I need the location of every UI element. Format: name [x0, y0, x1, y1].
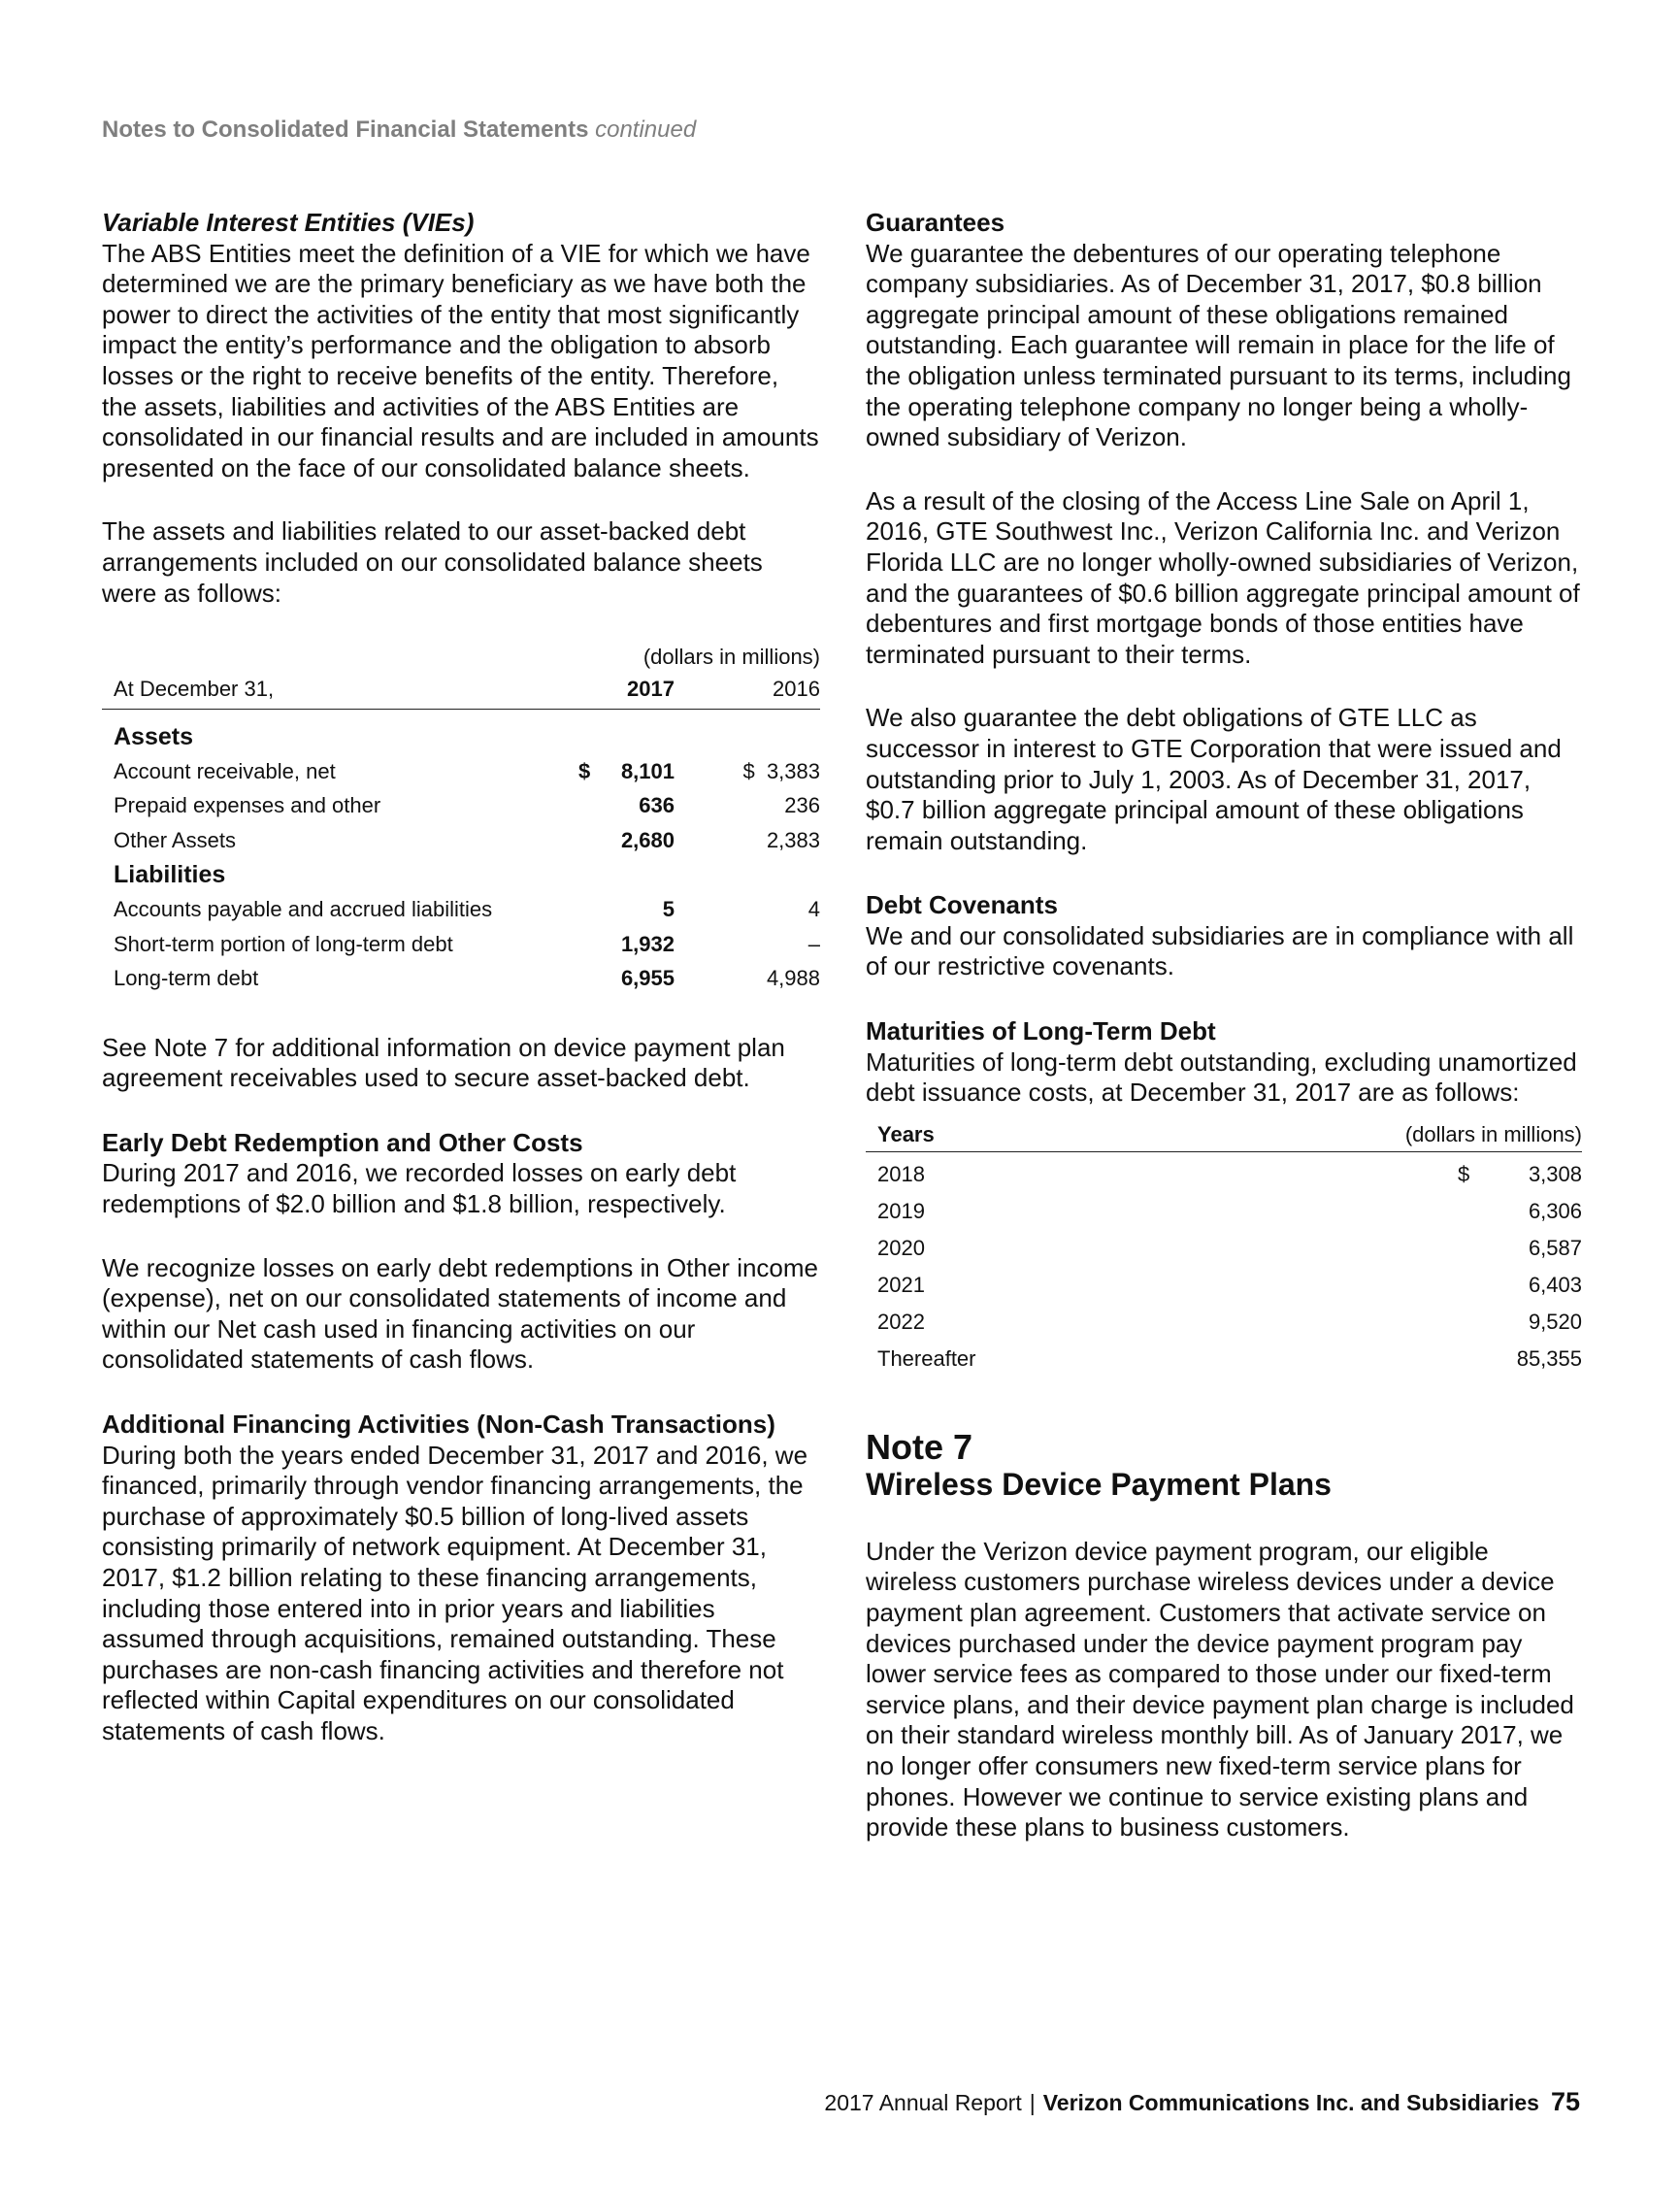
running-header [102, 116, 696, 144]
table-row [866, 1304, 1582, 1341]
row-value-2016: 236 [784, 793, 820, 818]
running-header-title: Notes to Consolidated Financial Statements [102, 116, 589, 143]
abs-header-2016: 2016 [773, 677, 820, 702]
covenants-section [866, 890, 1582, 982]
maturities-table-header [866, 1118, 1582, 1152]
guarantees-section [866, 208, 1582, 856]
footer-separator: | [1029, 2090, 1036, 2115]
table-row [866, 1156, 1582, 1193]
maturities-heading: Maturities of Long-Term Debt [866, 1016, 1216, 1046]
row-value: 6,403 [1528, 1272, 1582, 1297]
table-row [102, 961, 820, 996]
abs-table-header [102, 672, 820, 710]
row-value: 9,520 [1528, 1309, 1582, 1334]
covenants-heading: Debt Covenants [866, 890, 1058, 920]
row-value-2017 [563, 754, 675, 789]
guarantees-paragraph-2: As a result of the closing of the Access Line Sale on April 1, 2016, GTE Southwest Inc., Verizon California Inc. and Verizon Florida LLC are no longer wholly-owned subsidiaries of Verizon, and the guarantees of $0.6 billion aggregate principal amount of debentures and first mortgage bonds of those entities have terminated pursuant to their terms. [866, 485, 1580, 669]
row-year: 2021 [877, 1272, 925, 1297]
row-year: 2020 [877, 1235, 925, 1260]
row-value-2016: – [807, 931, 820, 956]
abs-table [102, 643, 820, 996]
abs-table-unit: (dollars in millions) [642, 645, 820, 670]
note7-title: Wireless Device Payment Plans [866, 1466, 1332, 1502]
row-year: 2018 [877, 1161, 925, 1186]
guarantees-heading: Guarantees [866, 208, 1005, 237]
early-redemption-paragraph-2: We recognize losses on early debt redemptions in Other income (expense), net on our consolidated statements of income and within our Net cash used in financing activities on our consolidated statements of cash flows. [102, 1252, 819, 1375]
row-label: Accounts payable and accrued liabilities [114, 897, 493, 922]
row-value: 6,306 [1528, 1198, 1582, 1223]
abs-header-2017: 2017 [627, 677, 675, 702]
row-value-2017: 636 [639, 793, 675, 818]
row-value-2017-number: 8,101 [620, 758, 675, 783]
maturities-section [866, 1016, 1582, 1109]
dollar-sign: $ [578, 758, 591, 783]
abs-header-label: At December 31, [114, 677, 275, 702]
row-value-2017: 1,932 [620, 931, 675, 956]
early-redemption-heading: Early Debt Redemption and Other Costs [102, 1127, 583, 1157]
guarantees-paragraph-3: We also guarantee the debt obligations of GTE LLC as successor in interest to GTE Corporation that were issued and outstanding prior to July 1, 2003. As of December 31, 2017, $0.7 billion aggregate principal amount of these obligations remain outstanding. [866, 703, 1562, 855]
note7-reference-paragraph: See Note 7 for additional information on device payment plan agreement receivables used to secure asset-backed debt. [102, 1032, 785, 1093]
page-footer [824, 2087, 1580, 2117]
row-label: Prepaid expenses and other [114, 793, 381, 818]
row-value-2016: 2,383 [766, 827, 820, 852]
row-value: 6,587 [1528, 1235, 1582, 1260]
row-year: 2019 [877, 1198, 925, 1223]
row-year: 2022 [877, 1309, 925, 1334]
row-label: Account receivable, net [114, 758, 336, 783]
maturities-header-years: Years [877, 1121, 935, 1146]
table-row [102, 892, 820, 927]
row-value-number: 3,308 [1528, 1161, 1582, 1186]
maturities-rows [866, 1156, 1582, 1377]
note7-reference-section [102, 1033, 820, 1094]
maturities-header-unit: (dollars in millions) [1404, 1121, 1582, 1146]
vie-paragraph-2: The assets and liabilities related to our asset-backed debt arrangements included on our consolidated balance sheets were as follows: [102, 516, 763, 608]
row-value-2016: 4 [807, 897, 820, 922]
page-number: 75 [1550, 2087, 1580, 2116]
footer-company: Verizon Communications Inc. and Subsidiaries [1042, 2090, 1539, 2115]
footer-report: 2017 Annual Report [824, 2090, 1022, 2115]
left-column [102, 208, 820, 1781]
note7-section [866, 1428, 1582, 1843]
row-label: Long-term debt [114, 966, 259, 991]
dollar-sign: $ [1458, 1161, 1470, 1186]
table-row [102, 754, 820, 789]
row-value-2017: 5 [662, 897, 675, 922]
early-redemption-section [102, 1128, 820, 1376]
abs-group-assets: Assets [114, 722, 193, 750]
table-row [102, 823, 820, 858]
additional-financing-paragraph: During both the years ended December 31, 2017 and 2016, we financed, primarily through vendor financing arrangements, the purchase of approximately $0.5 billion of long-lived assets consisting primarily of network equipment. At December 31, 2017, $1.2 billion relating to these financing arrangements, including those entered into in prior years and liabilities assumed through acquisitions, remained outstanding. These purchases are non-cash financing activities and therefore not reflected within Capital expenditures on our consolidated statements of cash flows. [102, 1440, 808, 1745]
vie-section [102, 208, 820, 609]
row-label: Other Assets [114, 827, 236, 852]
additional-financing-section [102, 1410, 820, 1747]
row-label: Short-term portion of long-term debt [114, 931, 453, 956]
maturities-paragraph: Maturities of long-term debt outstanding, excluding unamortized debt issuance costs, at December 31, 2017 are as follows: [866, 1046, 1577, 1108]
note7-paragraph: Under the Verizon device payment program, our eligible wireless customers purchase wireless devices under a device payment plan agreement. Customers that activate service on devices purchased under the device payment program pay lower service fees as compared to those under our fixed-term service plans, and their device payment plan charge is included on their standard wireless monthly bill. As of January 2017, we no longer offer consumers new fixed-term service plans for phones. However we continue to service existing plans and provide these plans to business customers. [866, 1536, 1574, 1842]
vie-paragraph-1: The ABS Entities meet the definition of a VIE for which we have determined we are the primary beneficiary as we have both the power to direct the activities of the entity that most significantly impact the entity’s performance and the obligation to absorb losses or the right to receive benefits of the entity. Therefore, the assets, liabilities and activities of the ABS Entities are consolidated in our financial results and are included in amounts presented on the face of our consolidated balance sheets. [102, 238, 819, 482]
row-value-2017: 2,680 [620, 827, 675, 852]
vie-heading: Variable Interest Entities (VIEs) [102, 208, 475, 237]
table-row [866, 1341, 1582, 1377]
maturities-table [866, 1118, 1582, 1377]
additional-financing-heading: Additional Financing Activities (Non-Cash Transactions) [102, 1409, 775, 1439]
row-value: 85,355 [1516, 1345, 1582, 1371]
row-value-2016-number: 3,383 [766, 758, 820, 783]
table-row [866, 1267, 1582, 1304]
table-row [102, 788, 820, 823]
dollar-sign: $ [742, 758, 755, 783]
right-column [866, 208, 1582, 1877]
early-redemption-paragraph-1: During 2017 and 2016, we recorded losses on early debt redemptions of $2.0 billion and $1.8 billion, respectively. [102, 1158, 737, 1218]
running-header-continued: continued [595, 116, 697, 143]
table-row [866, 1230, 1582, 1267]
row-value-2016 [675, 754, 820, 789]
row-year: Thereafter [877, 1345, 976, 1371]
covenants-paragraph: We and our consolidated subsidiaries are in compliance with all of our restrictive covenants. [866, 920, 1574, 981]
row-value [1446, 1156, 1582, 1193]
table-row [866, 1193, 1582, 1230]
note7-number: Note 7 [866, 1426, 973, 1467]
guarantees-paragraph-1: We guarantee the debentures of our operating telephone company subsidiaries. As of December 31, 2017, $0.8 billion aggregate principal amount of these obligations remained outstanding. Each guarantee will remain in place for the life of the obligation unless terminated pursuant to its terms, including the operating telephone company no longer being a wholly-owned subsidiary of Verizon. [866, 238, 1571, 452]
table-row [102, 927, 820, 962]
abs-group-liabilities: Liabilities [114, 861, 226, 889]
row-value-2017: 6,955 [620, 966, 675, 991]
row-value-2016: 4,988 [766, 966, 820, 991]
